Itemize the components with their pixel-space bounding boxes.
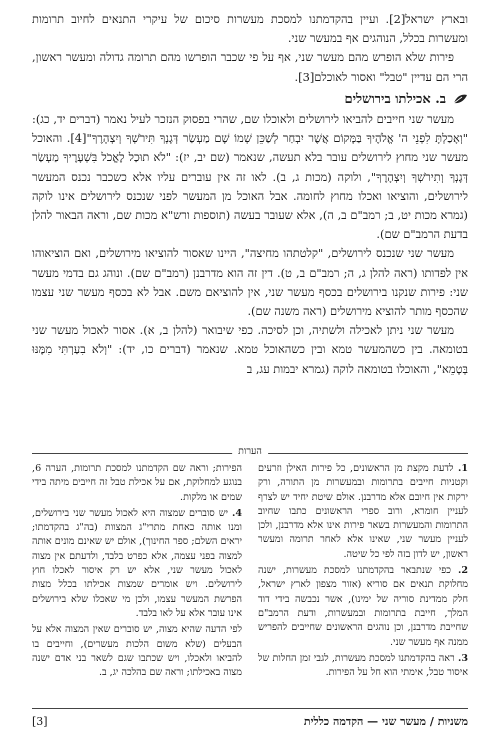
- footnote-text: כפי שנתבאר בהקדמתנו למסכת מעשרות, ישנה מחלוקת תנאים אם סוריא (אזור מצפון לארץ ישראל, חלק ממדינת סוריה של ימינו), אשר נכבשה בידי דוד המלך, חייבת בתרומות ובמעשרות, ודעת הרמב"ם שחייבת מדרבנן, וכן נוהגים הראשונים שחייבים להפריש ממנה אף מעשר שני.: [258, 565, 468, 648]
- running-title: משניות / מעשר שני — הקדמה כללית: [303, 714, 468, 728]
- leaf-ornament-icon: [452, 93, 468, 105]
- paragraph-tumah: מעשר שני ניתן לאכילה ולשתיה, וכן לסיכה. כפי שיבואר (להלן ב, א). אסור לאכול מעשר שני בטומאה. בין כשהמעשר טמא ובין כשהאוכל טמא. שנאמר (דברים כו, יד): "וְלֹא בִעַרְתִּי מִמֶּנּוּ בְּטָמֵא", והאוכלו בטומאה לוקה (גמרא יבמות עג, ב: [32, 323, 468, 376]
- notes-column-left: [32, 462, 242, 702]
- paragraph-mechitza: מעשר שני שנכנס לירושלים, "קלטתהו מחיצה", היינו שאסור להוציאו מירושלים, ואם הוציאוהו אין לפדותו (ראה להלן ג, ה; רמב"ם ב, ט). דין זה הוא מדרבנן (רמב"ם שם). ונוהג גם בדמי מעשר שני: פירות שנקנו בירושלים בכסף מעשר שני, אין להוציאם משם. אבל לא בכסף מעשר שני עצמו שהכסף מותר להוציא מירושלים (ראה משנה שם).: [32, 246, 468, 319]
- footnote-text: יש סוברים שמצוה היא לאכול מעשר שני בירושלים, ומנו אותה כאחת מתרי"ג המצוות (בה"ג בהקדמתו; יראים השלם; ספר החינוך), אולם יש שאינם מונים אותה למצוה בפני עצמה, אלא כפרט בלבד, ולדעתם אין מצוה לאכול מעשר שני, אלא יש רק איסור לאכלו חוץ לירושלים. ויש אומרים שמצות אכילתו בכלל מצות הפרשת המעשר עצמו, ולכן מי שאכלו שלא בירושלים אינו עובר אלא על לאו בלבד.: [32, 507, 242, 619]
- footnote-text: ראה בהקדמתנו למסכת מעשרות, לגבי זמן החלות של איסור טבל, אימתי הוא חל על הפירות.: [258, 652, 468, 679]
- page-footer: [32, 708, 468, 733]
- footnote: [32, 507, 242, 621]
- footnote-text: לדעת מקצת מן הראשונים, כל פירות האילן וזרעים וקטניות חייבים בתרומות ובמעשרות מן התורה, ורק ירקות אין חיובם אלא מדרבנן. אולם שיטת יחיד יש לצרף לעניין חומרא, ורוב ספרי הראשונים כתבו שחיוב התרומות והמעשרות בשאר פירות אינו אלא מדרבנן, ולכן לעניין מעשר שני, שאינו אלא לאחר תרומה ומעשר ראשון, יש לדון בזה לפי כל שיטה.: [258, 463, 468, 560]
- footnote-number: 1.: [457, 463, 468, 474]
- footnote-text: הפירות; וראה שם הקדמתנו למסכת תרומות, הערה 6, בנוגע למחלוקת, אם על אכילת טבל זה חייבים מיתה בידי שמים או מלקות.: [32, 463, 242, 503]
- paragraph-tevel: פירות שלא הופרש מהם מעשר שני, אף על פי שכבר הופרשו מהם תרומה גדולה ומעשר ראשון, הרי הם עדיין "טבל" ואסור לאוכלם[3].: [32, 50, 468, 84]
- footnote: [258, 564, 468, 650]
- footnote-number: 4.: [231, 507, 242, 519]
- paragraph-eating-jerusalem: מעשר שני חייבים להביאו לירושלים ולאוכלו שם, שהרי בפסוק הנזכר לעיל נאמר (דברים יד, כג): "וְאָכַלְתָּ לִפְנֵי ה' אֱלֹהֶיךָ בַּמָּקוֹם אֲשֶׁר יִבְחַר לְשַׁכֵּן שְׁמוֹ שָׁם מַעְשַׂר דְּגָנְךָ תִּירֹשְׁךָ וְיִצְהָרֶךָ"[4]. והאוכל מעשר שני מחוץ לירושלים עובר בלא תעשה, שנאמר (שם יב, יז): "לֹא תוּכַל לֶאֱכֹל בִּשְׁעָרֶיךָ מַעְשַׂר דְּגָנְךָ וְתִירֹשְׁךָ וְיִצְהָרֶךָ", ולוקה (מכות ג, ב). לאו זה אין עוברים עליו אלא כשכבר נכנס המעשר לירושלים, והוציאו ואכלו מחוץ לחומה. אבל האוכל מן המעשר לפני שנכנס לירושלים אינו לוקה (גמרא מכות יט, ב; רמב"ם ב, ה), אלא שעובר בעשה (תוספות ורש"א מכות שם, וראה הבאור להלן בדעת הרמב"ם שם).: [32, 112, 468, 242]
- notes-column-right: [258, 462, 468, 702]
- section-heading: [32, 90, 468, 109]
- section-heading-text: ב. אכילתו בירושלים: [344, 91, 446, 107]
- notes-label: הערות: [232, 446, 268, 457]
- paragraph-intro-continued: ובארץ ישראל[2]. ועיין בהקדמתנו למסכת מעשרות סיכום של עיקרי התנאים לחיוב תרומות ומעשרות בכלל, הנוהגים אף במעשר שני.: [32, 12, 468, 46]
- page-number: [3]: [32, 714, 48, 728]
- footnote: [32, 623, 242, 680]
- footnote-number: 3.: [457, 652, 468, 664]
- notes-divider: [32, 447, 468, 459]
- footnotes: [32, 462, 468, 702]
- footnote-number: 2.: [457, 565, 468, 577]
- footnote: [32, 462, 242, 505]
- footnote: [258, 652, 468, 681]
- footnote: [258, 462, 468, 562]
- main-text: [32, 10, 468, 379]
- footnote-text: לפי הדעה שהיא מצוה, יש סוברים שאין המצוה אלא על הבעלים (שלא משום הלכות מעשרים), וחייבים בו להביאו ולאכלו, ויש שכתבו שגם לשאר בני אדם ישנה מצוה באכילתו; וראה שם בהלכה יג, ב.: [32, 624, 242, 679]
